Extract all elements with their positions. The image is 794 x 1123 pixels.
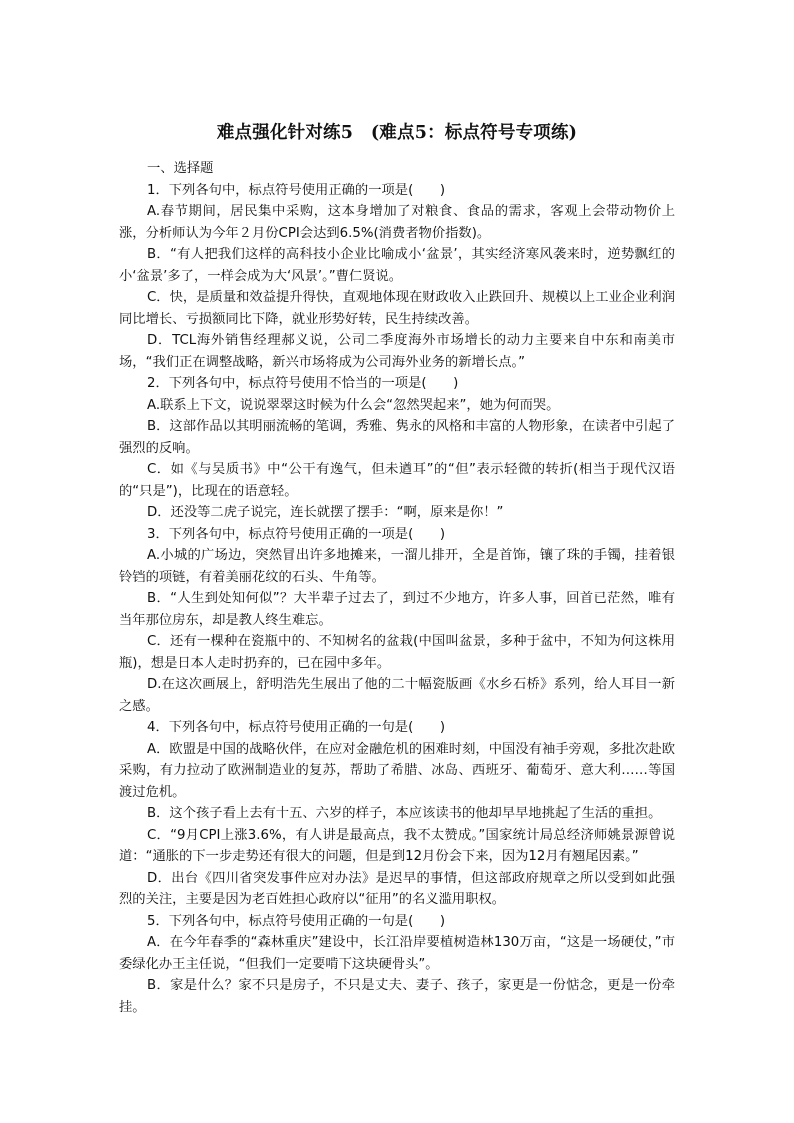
option-c: C．快，是质量和效益提升得快，直观地体现在财政收入止跌回升、规模以上工业企业利润同比增长、亏损额同比下降，就业形势好转，民生持续改善。 (119, 290, 675, 327)
question-stem: 2．下列各句中，标点符号使用不恰当的一项是( ) (147, 376, 459, 391)
option-a: A.春节期间，居民集中采购，这本身增加了对粮食、食品的需求，客观上会带动物价上涨，分析师认为今年２月份CPI会达到6.5%(消费者物价指数)。 (119, 204, 675, 241)
option-b: B．“有人把我们这样的高科技小企业比喻成小‘盆景’，其实经济寒风袭来时，逆势飘红的小‘盆景’多了，一样会成为大‘风景’。”曹仁贤说。 (119, 247, 675, 284)
option-c: C．“9月CPI上涨3.6%，有人讲是最高点，我不太赞成。”国家统计局总经济师姚景源曾说道：“通胀的下一步走势还有很大的问题，但是到12月份会下来，因为12月有翘尾因素。” (119, 827, 675, 864)
option-b: B．“人生到处知何似”？大半辈子过去了，到过不少地方，许多人事，回首已茫然，唯有当年那位房东，却是教人终生难忘。 (119, 591, 675, 628)
option-d: D．还没等二虎子说完，连长就摆了摆手：“啊，原来是你！” (147, 505, 504, 520)
option-b: B．这个孩子看上去有十五、六岁的样子，本应该读书的他却早早地挑起了生活的重担。 (147, 806, 662, 821)
document-title: 难点强化针对练5 (难点5：标点符号专项练) (216, 123, 578, 143)
question-stem: 3．下列各句中，标点符号使用正确的一项是( ) (147, 526, 446, 542)
section-heading: 一、选择题 (147, 161, 214, 176)
option-a: A．在今年春季的“森林重庆”建设中，长江沿岸要植树造林130万亩，“这是一场硬仗，”市委绿化办王主任说，“但我们一定要啃下这块硬骨头”。 (119, 935, 675, 972)
option-a: A.小城的广场边，突然冒出许多地摊来，一溜儿排开，全是首饰，镶了珠的手镯，挂着银铃铛的项链，有着美丽花纹的石头、牛角等。 (119, 548, 675, 585)
option-c: C．还有一棵种在瓷瓶中的、不知树名的盆栽(中国叫盆景，多种于盆中，不知为何这株用瓶)，想是日本人走时扔弃的，已在园中多年。 (119, 634, 675, 671)
option-a: A.联系上下文，说说翠翠这时候为什么会“忽然哭起来”，她为何而哭。 (147, 397, 560, 413)
option-b: B．这部作品以其明丽流畅的笔调，秀雅、隽永的风格和丰富的人物形象，在读者中引起了强烈的反响。 (119, 419, 675, 456)
question-stem: 5．下列各句中，标点符号使用正确的一句是( ) (147, 913, 446, 929)
document-body (119, 158, 675, 1018)
option-b: B．家是什么？家不只是房子，不只是丈夫、妻子、孩子，家更是一份惦念，更是一份牵挂。 (119, 978, 675, 1015)
option-d: D.在这次画展上，舒明浩先生展出了他的二十幅瓷版画《水乡石桥》系列，给人耳目一新之感。 (119, 677, 675, 714)
question-stem: 4．下列各句中，标点符号使用正确的一句是( ) (147, 720, 446, 735)
option-d: D．出台《四川省突发事件应对办法》是迟早的事情，但这部政府规章之所以受到如此强烈的关注，主要是因为老百姓担心政府以“征用”的名义滥用职权。 (119, 870, 675, 907)
question-stem: 1．下列各句中，标点符号使用正确的一项是( ) (147, 182, 446, 198)
option-c: C．如《与吴质书》中“公干有逸气，但未遒耳”的“但”表示轻微的转折(相当于现代汉语的“只是”)，比现在的语意轻。 (119, 462, 675, 499)
option-a: A．欧盟是中国的战略伙伴，在应对金融危机的困难时刻，中国没有袖手旁观，多批次赴欧采购，有力拉动了欧洲制造业的复苏，帮助了希腊、冰岛、西班牙、葡萄牙、意大利……等国渡过危机。 (119, 741, 675, 800)
option-d: D．TCL海外销售经理郝义说，公司二季度海外市场增长的动力主要来自中东和南美市场，“我们正在调整战略，新兴市场将成为公司海外业务的新增长点。” (119, 333, 675, 370)
